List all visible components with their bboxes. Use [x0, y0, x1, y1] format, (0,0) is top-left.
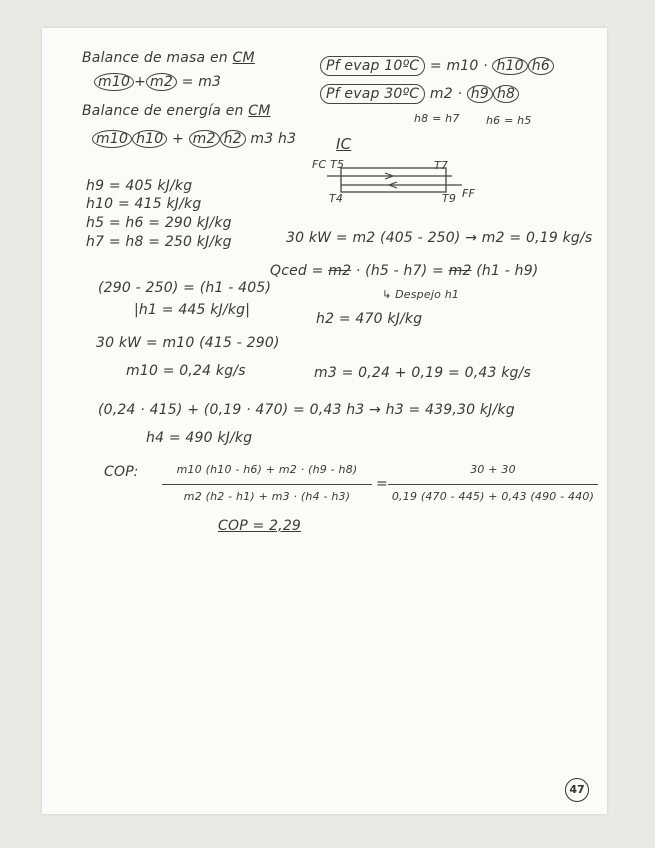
ic-label-t4: T4	[329, 192, 344, 205]
cop-fraction-line-values	[388, 484, 598, 485]
cop-label: COP:	[104, 464, 139, 480]
enthalpy-h5-h6: h5 = h6 = 290 kJ/kg	[86, 215, 232, 231]
energy-balance-equation: m10 h10 + m2 h2 m3 h3	[92, 131, 296, 147]
ic-label-fc-t5: FC T5	[312, 158, 345, 171]
enthalpy-h9: h9 = 405 kJ/kg	[86, 178, 193, 194]
h1-result: |h1 = 445 kJ/kg|	[134, 302, 251, 318]
despejo-note: ↳ Despejo h1	[382, 288, 460, 301]
qced-equation: Qced = m2 · (h5 - h7) = m2 (h1 - h9)	[270, 263, 539, 279]
page-number-badge: 47	[565, 778, 589, 802]
cop-denominator-values: 0,19 (470 - 445) + 0,43 (490 - 440)	[391, 490, 595, 503]
m2-calculation: 30 kW = m2 (405 - 250) → m2 = 0,19 kg/s	[286, 230, 593, 246]
cop-denominator-symbolic: m2 (h2 - h1) + m3 · (h4 - h3)	[183, 490, 351, 503]
ic-title: IC	[336, 135, 352, 153]
enthalpy-h10: h10 = 415 kJ/kg	[86, 196, 202, 212]
cop-fraction-line-symbolic	[162, 484, 372, 485]
ic-label-t9: T9	[442, 192, 457, 205]
h3-equation: (0,24 · 415) + (0,19 · 470) = 0,43 h3 → h3 = 439,30 kJ/kg	[98, 402, 515, 418]
cop-equals: =	[376, 476, 388, 492]
cop-result: COP = 2,29	[218, 518, 302, 534]
notebook-page	[42, 28, 607, 814]
heat-exchanger-diagram	[297, 166, 467, 196]
pf-evap-10-equation: Pf evap 10ºC = m10 · h10 h6	[320, 58, 554, 74]
mass-balance-title: Balance de masa en CM	[82, 50, 255, 66]
pf-evap-30-equation: Pf evap 30ºC m2 · h9 h8	[320, 86, 519, 102]
cop-numerator-values: 30 + 30	[470, 463, 516, 476]
exchanger-shell	[341, 168, 446, 192]
h4-result: h4 = 490 kJ/kg	[146, 430, 253, 446]
m10-result: m10 = 0,24 kg/s	[126, 363, 246, 379]
m10-equation: 30 kW = m10 (415 - 290)	[96, 335, 280, 351]
ic-label-t7: T7	[434, 159, 449, 172]
enthalpy-h7-h8: h7 = h8 = 250 kJ/kg	[86, 234, 232, 250]
mass-balance-equation: m10 + m2 = m3	[94, 74, 221, 90]
ic-label-ff: FF	[462, 187, 476, 200]
h1-equation: (290 - 250) = (h1 - 405)	[98, 280, 272, 296]
equality-h8-h7: h8 = h7	[414, 112, 460, 125]
h2-result: h2 = 470 kJ/kg	[316, 311, 423, 327]
equality-h6-h5: h6 = h5	[486, 114, 532, 127]
energy-balance-title: Balance de energía en CM	[82, 103, 271, 119]
cop-numerator-symbolic: m10 (h10 - h6) + m2 · (h9 - h8)	[176, 463, 358, 476]
m3-result: m3 = 0,24 + 0,19 = 0,43 kg/s	[314, 365, 532, 381]
